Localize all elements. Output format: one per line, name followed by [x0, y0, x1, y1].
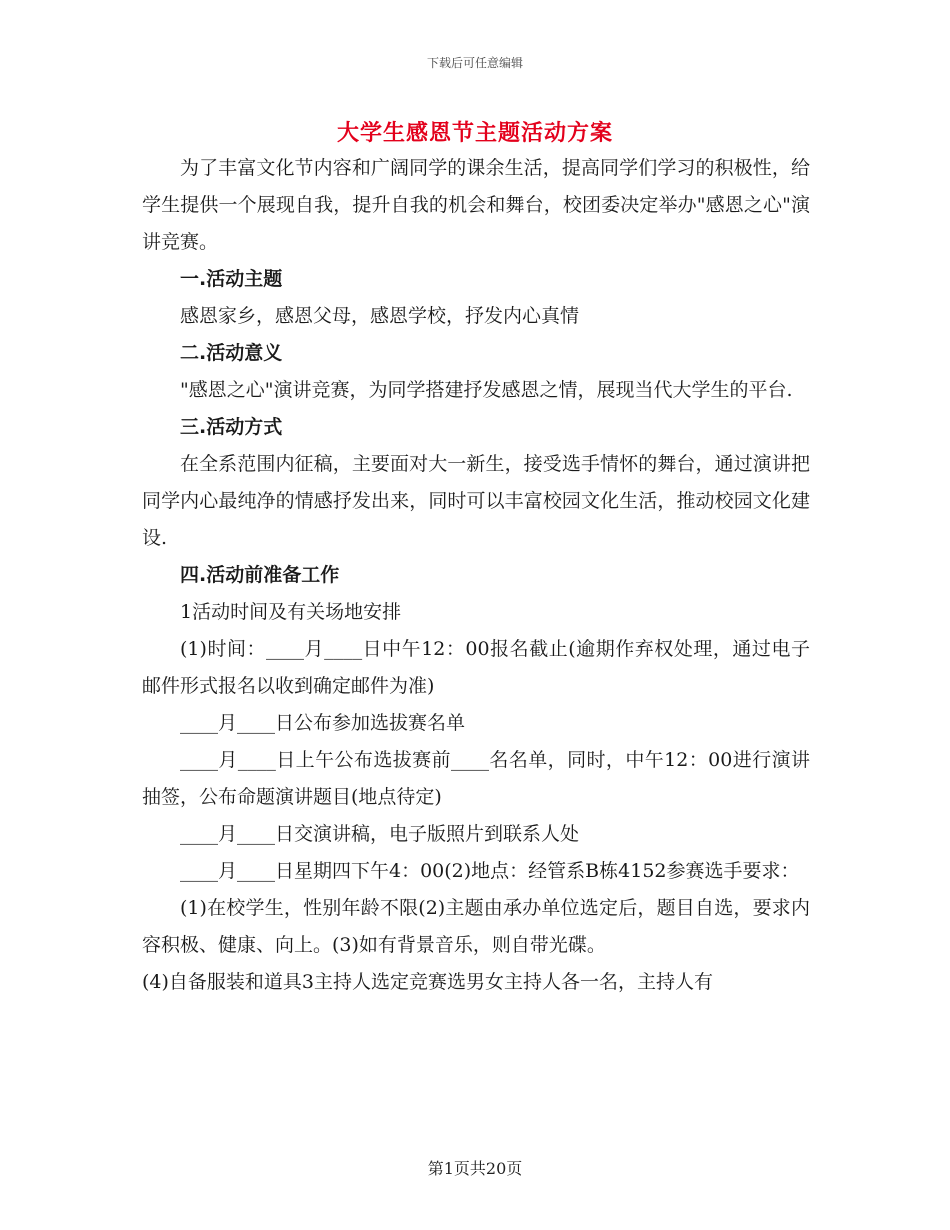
header-note: 下载后可任意编辑 — [426, 56, 523, 70]
section-heading-method: 三.活动方式 — [180, 416, 283, 438]
paragraph-time: (1)时间：____月____日中午12：00报名截止(逾期作弃权处理，通过电子邮件形式报名以收到确定邮件为准) — [142, 638, 810, 697]
paragraph-props-host: (4)自备服装和道具3主持人选定竞赛选男女主持人各一名，主持人有 — [142, 971, 714, 993]
paragraph-theme: 感恩家乡，感恩父母，感恩学校，抒发内心真情 — [180, 305, 580, 327]
paragraph-list-announcement: ____月____日公布参加选拔赛名单 — [180, 712, 466, 734]
page-footer: 第1页共20页 — [427, 1159, 523, 1178]
paragraph-method: 在全系范围内征稿，主要面对大一新生，接受选手情怀的舞台，通过演讲把同学内心最纯净的情感抒发出来，同时可以丰富校园文化生活，推动校园文化建设. — [142, 453, 810, 549]
paragraph-schedule-title: 1活动时间及有关场地安排 — [180, 601, 402, 623]
paragraph-significance: "感恩之心"演讲竞赛，为同学搭建抒发感恩之情，展现当代大学生的平台. — [180, 379, 793, 401]
document-body — [142, 150, 810, 1001]
section-heading-preparation: 四.活动前准备工作 — [180, 564, 340, 586]
document-title: 大学生感恩节主题活动方案 — [336, 120, 613, 146]
paragraph-requirements: (1)在校学生，性别年龄不限(2)主题由承办单位选定后，题目自选，要求内容积极、健康、向上。(3)如有背景音乐，则自带光碟。 — [142, 897, 810, 956]
section-heading-significance: 二.活动意义 — [180, 342, 283, 364]
section-heading-theme: 一.活动主题 — [180, 268, 283, 290]
paragraph-intro: 为了丰富文化节内容和广阔同学的课余生活，提高同学们学习的积极性，给学生提供一个展现自我，提升自我的机会和舞台，校团委决定举办"感恩之心"演讲竞赛。 — [142, 157, 810, 253]
paragraph-selection: ____月____日上午公布选拔赛前____名名单，同时，中午12：00进行演讲抽签，公布命题演讲题目(地点待定) — [142, 749, 810, 808]
paragraph-submission: ____月____日交演讲稿，电子版照片到联系人处 — [180, 823, 580, 845]
paragraph-venue: ____月____日星期四下午4：00(2)地点：经管系B栋4152参赛选手要求： — [180, 860, 800, 882]
